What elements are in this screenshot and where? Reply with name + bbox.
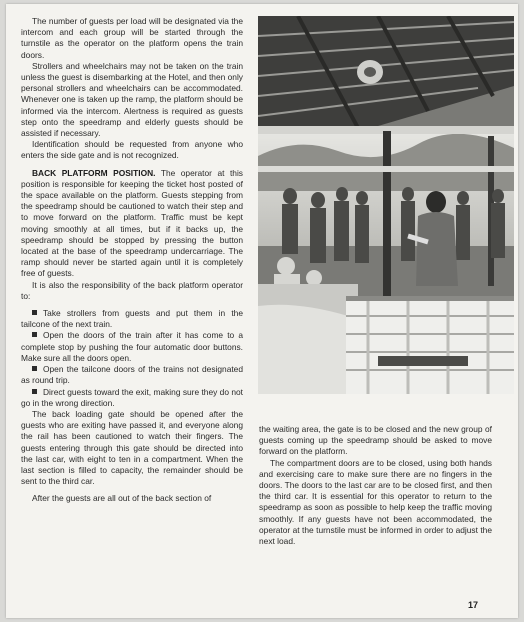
bullet-text: Open the doors of the train after it has come to a complete stop by pushing the four automatic door buttons. Make sure all the doors open. <box>21 330 243 363</box>
bullet-item-direct-guests <box>21 387 243 409</box>
bullet-text: Direct guests toward the exit, making sure they do not go in the wrong direction. <box>21 386 243 408</box>
right-text-column <box>259 424 492 547</box>
back-platform-text: The operator at this position is responsible for keeping the ticket host posted of the space available on the platform. Guests stepping from the speedramp should be cautioned to watch their step and to move forward on the platform. Traffic must be kept moving smoothly at all times, but if it backs up, the speedramp should be stopped by pressing the button located at the base of the speedramp undercarriage. The ramp should never be started again until it is completely free of guests. <box>21 167 243 279</box>
paragraph-strollers: Strollers and wheelchairs may not be taken on the train unless the guest is disembarking at the Hotel, and then only personal strollers and wheelchairs can be accommodated. Whenever one is taken up the ramp, the platform should be informed via the intercom. Alertness is required as guests step onto the speedramp and elderly guests should be assisted if necessary. <box>21 60 243 139</box>
bullet-text: Take strollers from guests and put them in the tailcone of the next train. <box>21 308 243 330</box>
document-page <box>6 4 518 618</box>
paragraph-back-platform <box>21 168 243 280</box>
bullet-item-tailcone <box>21 364 243 386</box>
bullet-square-icon <box>32 366 37 371</box>
left-text-column <box>21 16 243 505</box>
paragraph-waiting-area-continued: the waiting area, the gate is to be closed and the new group of guests coming up the speedramp should be asked to move forward on the platform. <box>259 424 492 457</box>
paragraph-identification: Identification should be requested from anyone who enters the side gate and is not recognized. <box>21 139 243 161</box>
section-heading-back-platform: BACK PLATFORM POSITION. <box>32 167 156 178</box>
page-number: 17 <box>468 600 479 610</box>
bullet-item-open-doors <box>21 330 243 364</box>
bullet-square-icon <box>32 310 37 315</box>
paragraph-back-loading-gate: The back loading gate should be opened after the guests who are exiting have passed it, and everyone along the rail has been cautioned to watch their fingers. The guests entering through this gate should be directed into the last car, with eight to ten in a compartment. When the last section is filled to capacity, the remainder should be sent to the third car. <box>21 408 243 487</box>
bullet-square-icon <box>32 332 37 337</box>
monorail-platform-photo <box>258 16 514 394</box>
paragraph-after-guests: After the guests are all out of the back section of <box>32 493 212 504</box>
paragraph-responsibilities-intro: It is also the responsibility of the back platform operator to: <box>21 279 243 301</box>
paragraph-compartment-doors: The compartment doors are to be closed, using both hands and exercising care to make sure there are no fingers in the doors. The doors to the last car are to be closed first, and then the third car. It is essential for this operator to return to the speedramp as soon as possible to help keep the traffic moving smoothly. If any guests have not been accommodated, the operator at the turnstile must be informed in order to adjust the next load. <box>259 457 492 547</box>
paragraph-load-designation: The number of guests per load will be designated via the intercom and each group will be started through the turnstile as the operator on the platform opens the train doors. <box>21 16 243 60</box>
bullet-square-icon <box>32 389 37 394</box>
bullet-item-strollers <box>21 308 243 330</box>
bullet-text: Open the tailcone doors of the trains not designated as round trip. <box>21 364 243 386</box>
